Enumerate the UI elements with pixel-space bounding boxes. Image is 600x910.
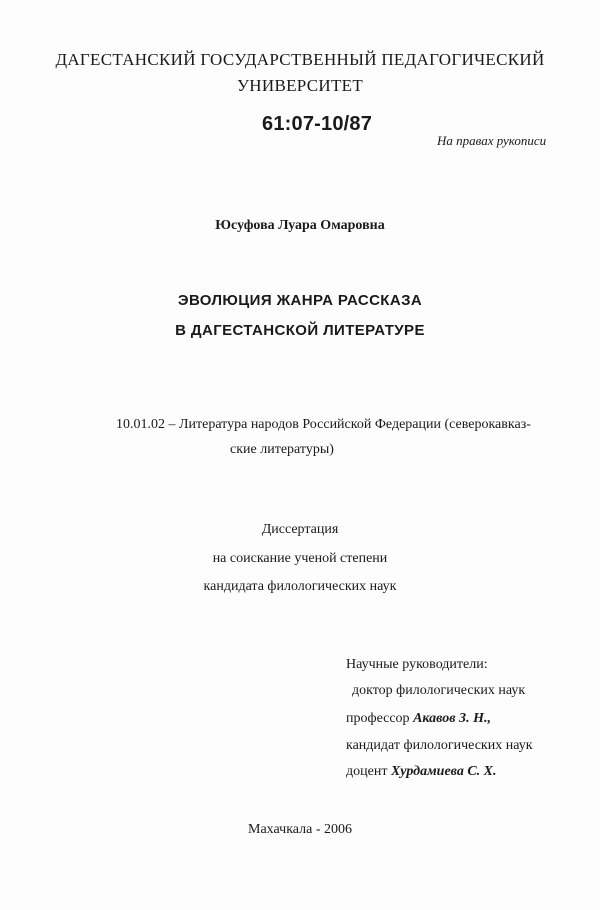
dissertation-purpose: на соискание ученой степени bbox=[212, 551, 388, 566]
specialty-line1: 10.01.02 – Литература народов Российской Федерации (северокавказ- bbox=[116, 417, 531, 432]
supervisor2-rank: доцент bbox=[346, 764, 388, 779]
university-name-line2: УНИВЕРСИТЕТ bbox=[236, 76, 364, 95]
rights-note: На правах рукописи bbox=[437, 133, 547, 148]
dissertation-title-line2: В ДАГЕСТАНСКОЙ ЛИТЕРАТУРЕ bbox=[175, 322, 425, 339]
specialty-line2: ские литературы) bbox=[230, 442, 334, 457]
supervisor1-rank: профессор bbox=[346, 711, 410, 726]
catalog-number: 61:07-10/87 bbox=[262, 113, 373, 135]
university-name-line1: ДАГЕСТАНСКИЙ ГОСУДАРСТВЕННЫЙ ПЕДАГОГИЧЕСКИЙ bbox=[55, 50, 545, 69]
supervisors-heading: Научные руководители: bbox=[346, 657, 488, 672]
dissertation-degree: кандидата филологических наук bbox=[203, 579, 397, 594]
city-year: Махачкала - 2006 bbox=[248, 822, 352, 837]
author-name: Юсуфова Луара Омаровна bbox=[215, 218, 385, 233]
dissertation-title-line1: ЭВОЛЮЦИЯ ЖАНРА РАССКАЗА bbox=[177, 292, 423, 309]
supervisor2-degree: кандидат филологических наук bbox=[346, 738, 533, 753]
supervisor2-title bbox=[346, 764, 497, 780]
supervisor1-degree: доктор филологических наук bbox=[352, 683, 526, 698]
supervisor2-name: Хурдамиева С. Х. bbox=[390, 764, 497, 779]
supervisor1-title bbox=[346, 711, 491, 727]
supervisor1-name: Акавов З. Н., bbox=[413, 711, 491, 726]
dissertation-type: Диссертация bbox=[261, 522, 339, 537]
